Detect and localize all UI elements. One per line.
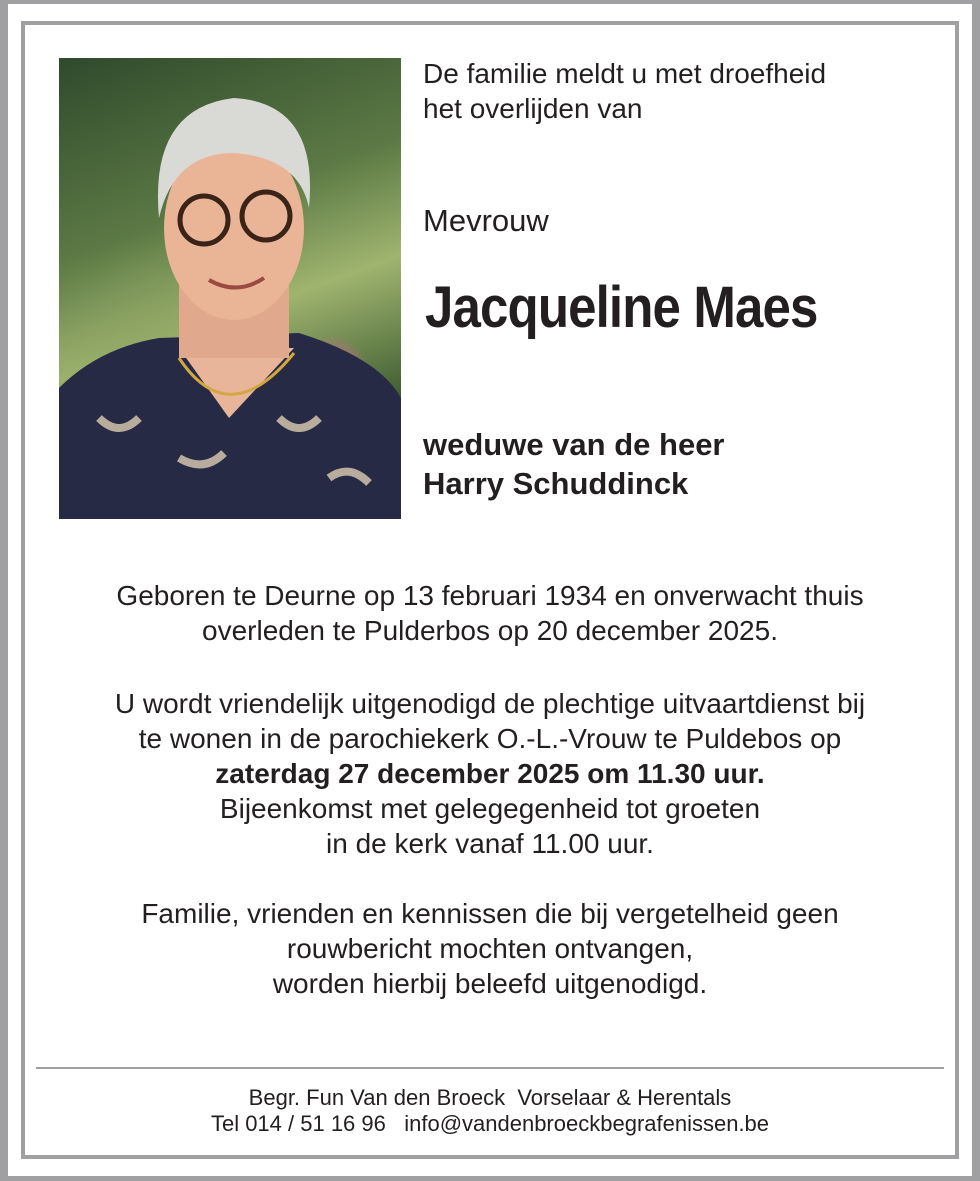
closing-paragraph (30, 896, 950, 1001)
honorific: Mevrouw (423, 203, 549, 238)
birth-death-paragraph (30, 578, 950, 648)
funeral-home-name: Begr. Fun Van den Broeck Vorselaar & Herentals (248, 1085, 732, 1110)
divider (36, 1067, 944, 1069)
deceased-name: Jacqueline Maes (425, 275, 818, 340)
spouse-name: Harry Schuddinck (423, 466, 689, 501)
text-line: U wordt vriendelijk uitgenodigd de plechtige uitvaartdienst bij (114, 688, 866, 719)
funeral-home-footer (30, 1085, 950, 1137)
intro-text (423, 56, 826, 126)
service-datetime: zaterdag 27 december 2025 om 11.30 uur. (215, 758, 765, 789)
intro-line: De familie meldt u met droefheid (423, 58, 827, 89)
text-line: in de kerk vanaf 11.00 uur. (326, 828, 654, 859)
intro-line: het overlijden van (423, 93, 643, 124)
text-line: overleden te Pulderbos op 20 december 2025. (202, 615, 778, 646)
email-address[interactable]: info@vandenbroeckbegrafenissen.be (404, 1111, 770, 1136)
text-line: Familie, vrienden en kennissen die bij vergetelheid geen (141, 898, 839, 929)
spouse-text (423, 425, 725, 503)
text-line: Bijeenkomst met gelegegenheid tot groeten (219, 793, 761, 824)
spouse-line: weduwe van de heer (423, 427, 725, 462)
contact-line (30, 1111, 950, 1137)
text-line: worden hierbij beleefd uitgenodigd. (272, 968, 708, 999)
phone-number: Tel 014 / 51 16 96 (210, 1111, 386, 1136)
portrait-photo (59, 58, 401, 519)
text-line: rouwbericht mochten ontvangen, (286, 933, 694, 964)
text-line: Geboren te Deurne op 13 februari 1934 en onverwacht thuis (116, 580, 864, 611)
text-line: te wonen in de parochiekerk O.-L.-Vrouw te Puldebos op (138, 723, 842, 754)
invitation-paragraph (30, 686, 950, 861)
